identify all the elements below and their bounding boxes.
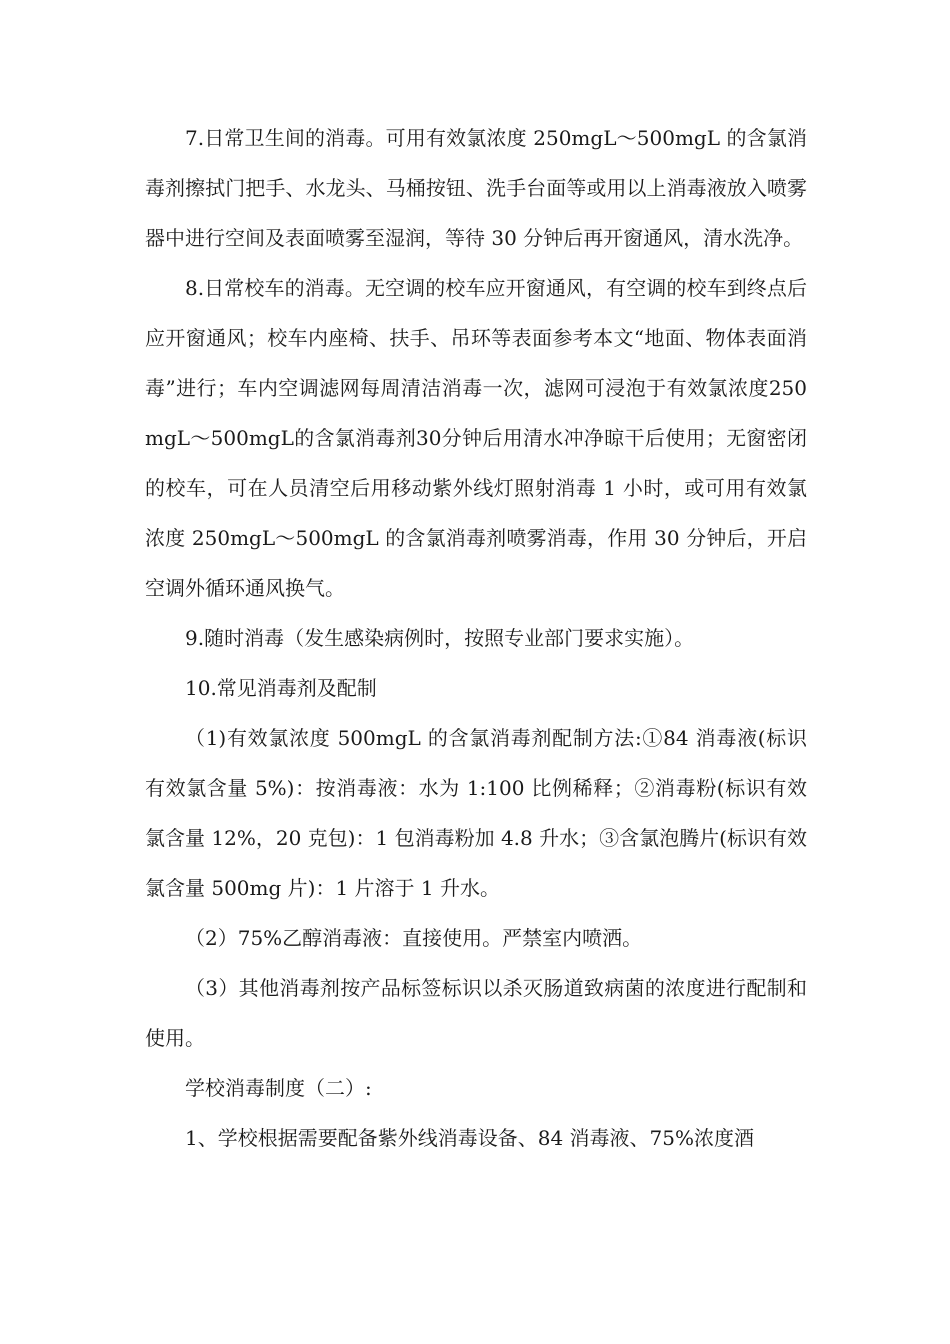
paragraph-restroom-disinfection: 7.日常卫生间的消毒。可用有效氯浓度 250mgL～500mgL 的含氯消毒剂擦拭门把手、水龙头、马桶按钮、洗手台面等或用以上消毒液放入喷雾器中进行空间及表面喷雾至湿润，等待 30 分钟后再开窗通风，清水洗净。 xyxy=(145,126,807,250)
paragraph-school-bus-disinfection: 8.日常校车的消毒。无空调的校车应开窗通风，有空调的校车到终点后应开窗通风；校车内座椅、扶手、吊环等表面参考本文“地面、物体表面消毒”进行；车内空调滤网每周清洁消毒一次，滤网可浸泡于有效氯浓度250mgL～500mgL的含氯消毒剂30分钟后用清水冲净晾干后使用；无窗密闭的校车，可在人员清空后用移动紫外线灯照射消毒 1 小时，或可用有效氯浓度 250mgL～500mgL 的含氯消毒剂喷雾消毒，作用 30 分钟后，开启空调外循环通风换气。 xyxy=(145,276,807,600)
paragraph-other-disinfectants: （3）其他消毒剂按产品标签标识以杀灭肠道致病菌的浓度进行配制和使用。 xyxy=(145,976,807,1050)
document-page xyxy=(145,113,807,1163)
paragraph-disinfectant-heading: 10.常见消毒剂及配制 xyxy=(185,676,377,700)
section-heading-school-disinfection-2: 学校消毒制度（二）: xyxy=(185,1076,372,1100)
paragraph-ethanol: （2）75%乙醇消毒液：直接使用。严禁室内喷洒。 xyxy=(185,926,643,950)
paragraph-equipment: 1、学校根据需要配备紫外线消毒设备、84 消毒液、75%浓度酒 xyxy=(185,1126,754,1150)
paragraph-chlorine-preparation: （1)有效氯浓度 500mgL 的含氯消毒剂配制方法:①84 消毒液(标识有效氯含量 5%)：按消毒液：水为 1:100 比例稀释；②消毒粉(标识有效氯含量 12%，20 克包)：1 包消毒粉加 4.8 升水；③含氯泡腾片(标识有效氯含量 500mg 片)：1 片溶于 1 升水。 xyxy=(145,726,807,900)
paragraph-ad-hoc-disinfection: 9.随时消毒（发生感染病例时，按照专业部门要求实施）。 xyxy=(185,626,695,650)
